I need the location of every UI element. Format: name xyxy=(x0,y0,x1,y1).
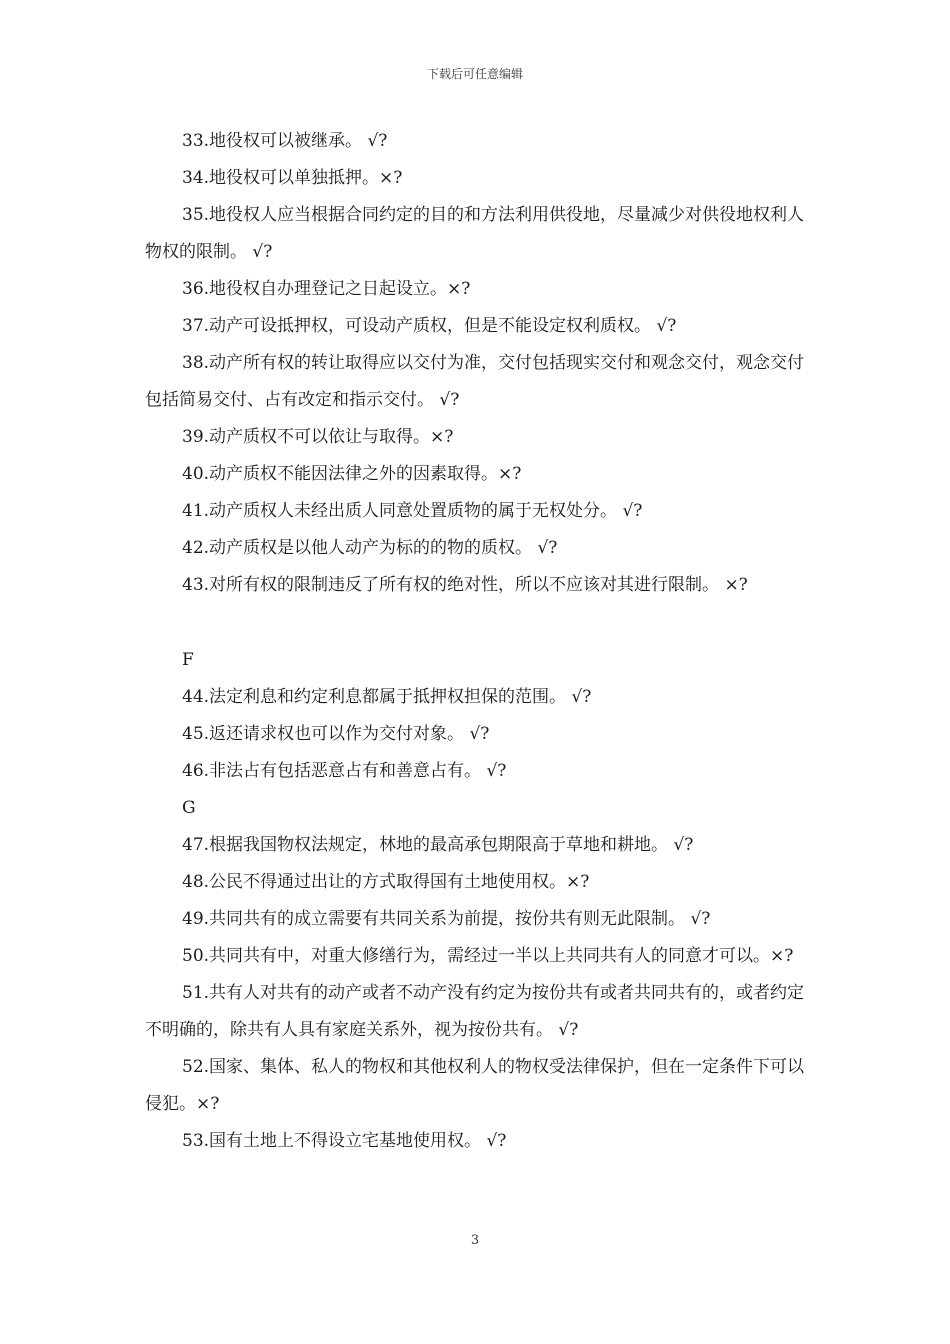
item-34: 34.地役权可以单独抵押。×? xyxy=(182,168,403,188)
page-number: 3 xyxy=(470,1233,480,1248)
item-33: 33.地役权可以被继承。 √? xyxy=(182,131,388,151)
item-37: 37.动产可设抵押权，可设动产质权，但是不能设定权利质权。 √? xyxy=(182,316,677,336)
item-51: 51.共有人对共有的动产或者不动产没有约定为按份共有或者共同共有的，或者约定不明确的，除共有人具有家庭关系外，视为按份共有。 √? xyxy=(145,983,805,1040)
item-38: 38.动产所有权的转让取得应以交付为准，交付包括现实交付和观念交付，观念交付包括简易交付、占有改定和指示交付。 √? xyxy=(145,353,805,410)
item-45: 45.返还请求权也可以作为交付对象。 √? xyxy=(182,724,490,744)
item-47: 47.根据我国物权法规定，林地的最高承包期限高于草地和耕地。 √? xyxy=(182,835,694,855)
item-36: 36.地役权自办理登记之日起设立。×? xyxy=(182,279,471,299)
item-43: 43.对所有权的限制违反了所有权的绝对性，所以不应该对其进行限制。 ×? xyxy=(182,575,748,595)
item-39: 39.动产质权不可以依让与取得。×? xyxy=(182,427,454,447)
item-40: 40.动产质权不能因法律之外的因素取得。×? xyxy=(182,464,522,484)
page-header: 下载后可任意编辑 xyxy=(426,67,523,81)
item-44: 44.法定利息和约定利息都属于抵押权担保的范围。 √? xyxy=(182,687,592,707)
section-gap xyxy=(145,604,810,642)
section-heading-f: F xyxy=(182,650,194,670)
item-48: 48.公民不得通过出让的方式取得国有土地使用权。×? xyxy=(182,872,590,892)
item-35: 35.地役权人应当根据合同约定的目的和方法利用供役地，尽量减少对供役地权利人物权的限制。 √? xyxy=(145,205,805,262)
item-52: 52.国家、集体、私人的物权和其他权利人的物权受法律保护，但在一定条件下可以侵犯。×? xyxy=(145,1057,805,1114)
item-41: 41.动产质权人未经出质人同意处置质物的属于无权处分。 √? xyxy=(182,501,643,521)
item-46: 46.非法占有包括恶意占有和善意占有。 √? xyxy=(182,761,507,781)
item-50: 50.共同共有中，对重大修缮行为，需经过一半以上共同共有人的同意才可以。×? xyxy=(182,946,794,966)
item-42: 42.动产质权是以他人动产为标的的物的质权。 √? xyxy=(182,538,558,558)
item-49: 49.共同共有的成立需要有共同关系为前提，按份共有则无此限制。 √? xyxy=(182,909,711,929)
item-53: 53.国有土地上不得设立宅基地使用权。 √? xyxy=(182,1131,507,1151)
section-heading-g: G xyxy=(182,798,196,818)
document-body xyxy=(145,123,810,1160)
